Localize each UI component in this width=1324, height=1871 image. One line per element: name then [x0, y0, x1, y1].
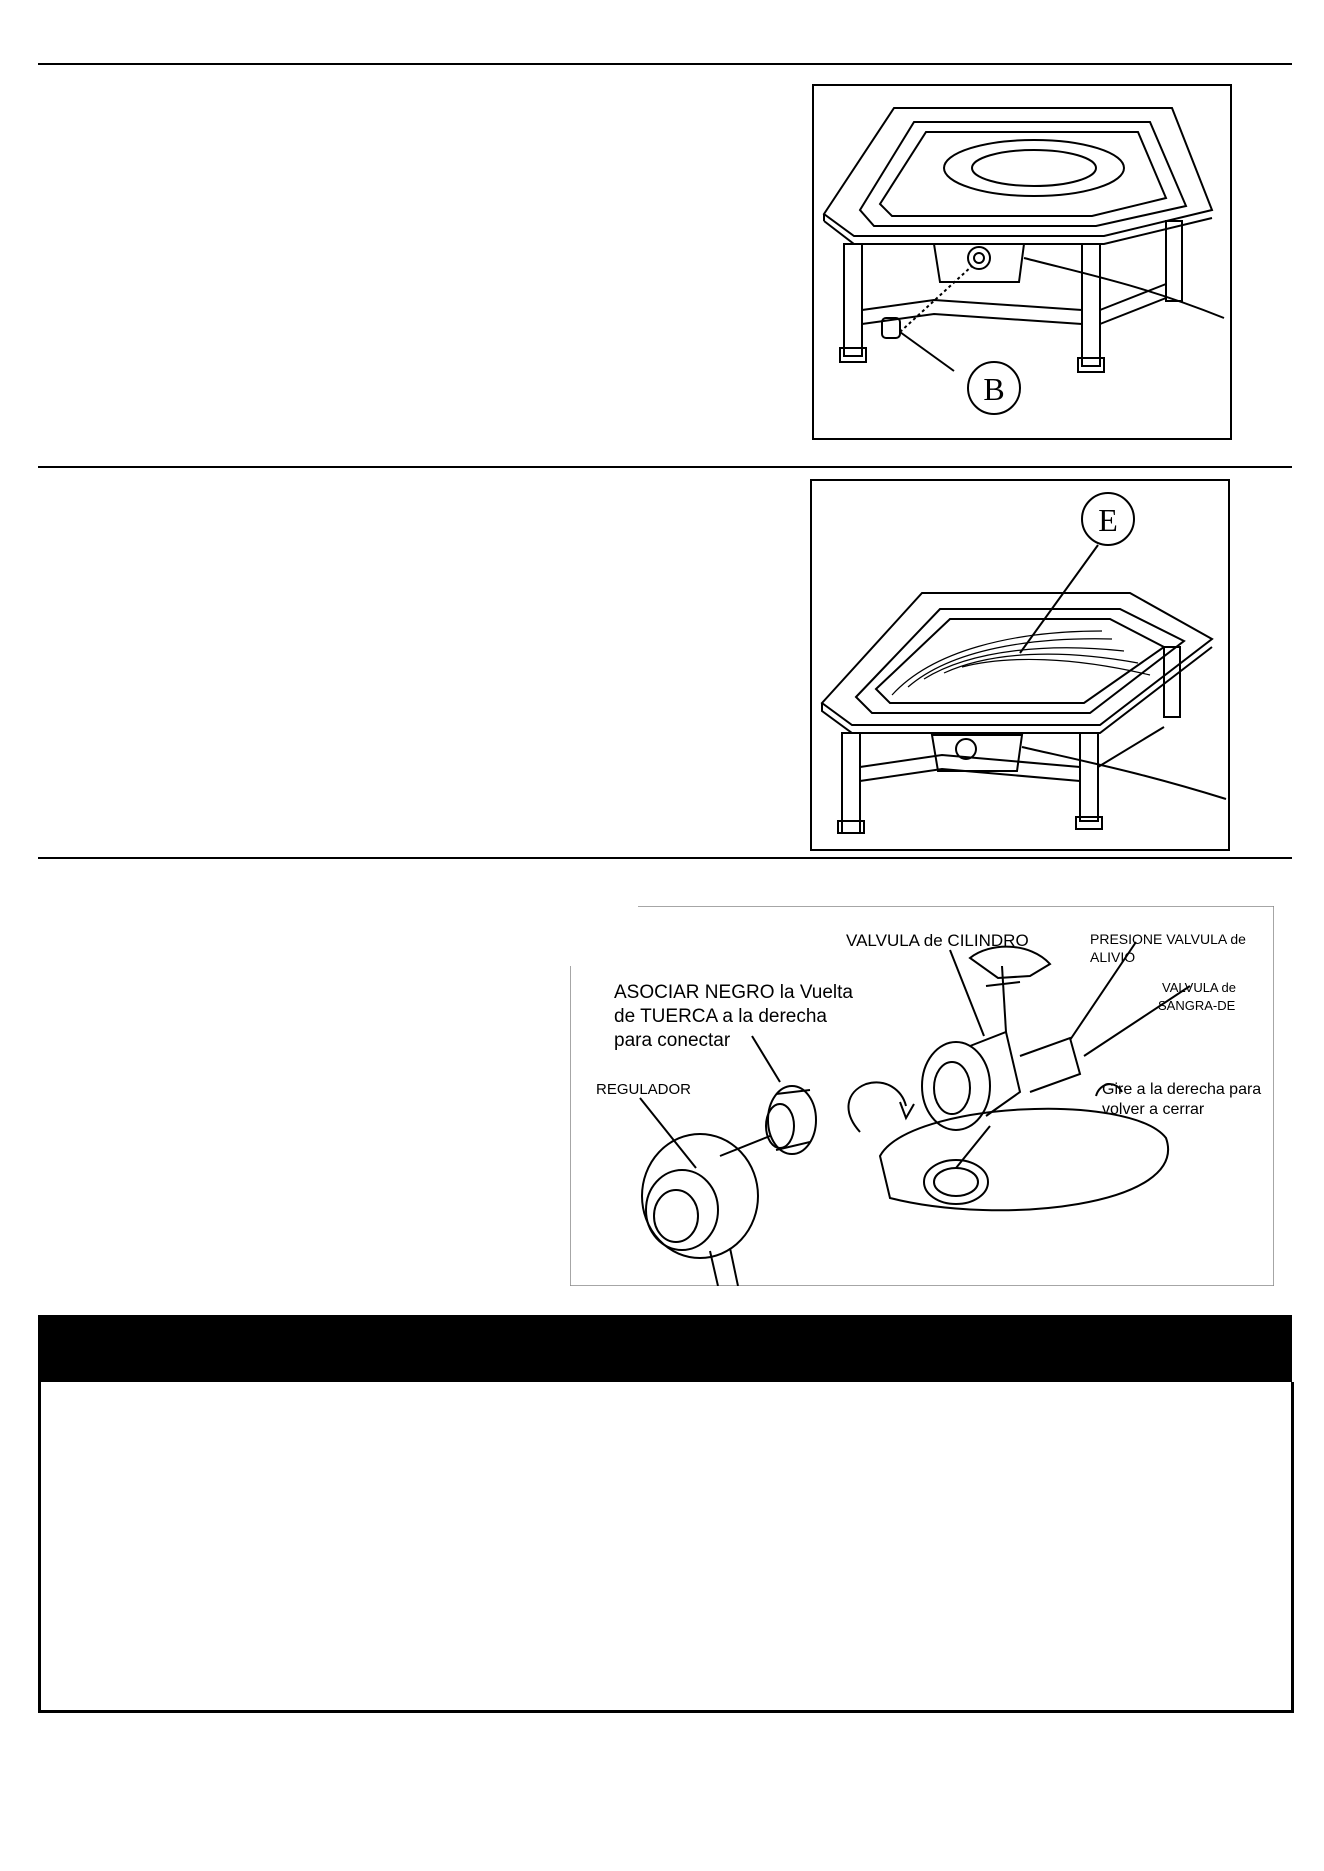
- label-bleed-valve-1: VALVULA de: [1162, 980, 1236, 995]
- label-nut-2: de TUERCA a la derecha: [614, 1006, 827, 1027]
- fire-table-drawing-1: [814, 86, 1230, 438]
- label-nut-1: ASOCIAR NEGRO la Vuelta: [614, 982, 853, 1003]
- label-bleed-valve-2: SANGRA-DE: [1158, 998, 1236, 1013]
- warning-banner: [38, 1315, 1292, 1382]
- figure-knob-b: [812, 84, 1232, 440]
- callout-b-label: B: [983, 371, 1005, 407]
- figure-glass-e: [810, 479, 1230, 851]
- label-turn-1: Gire a la derecha para: [1102, 1081, 1262, 1098]
- section-rule-2: [38, 857, 1292, 859]
- figure-valve-connection: [570, 906, 1274, 1286]
- warning-box: [38, 1382, 1294, 1713]
- label-cylinder-valve: VALVULA de CILINDRO: [846, 931, 1029, 950]
- label-regulator: REGULADOR: [596, 1081, 692, 1098]
- label-turn-2: volver a cerrar: [1102, 1101, 1205, 1118]
- callout-e-label: E: [1098, 502, 1118, 538]
- valve-diagram: [570, 906, 1274, 1286]
- section-rule-1: [38, 466, 1292, 468]
- top-rule: [38, 63, 1292, 65]
- label-nut-3: para conectar: [614, 1030, 731, 1051]
- label-relief-valve-2: ALIVIO: [1090, 949, 1136, 965]
- fire-table-drawing-2: [812, 481, 1228, 849]
- label-relief-valve-1: PRESIONE VALVULA de: [1090, 931, 1246, 947]
